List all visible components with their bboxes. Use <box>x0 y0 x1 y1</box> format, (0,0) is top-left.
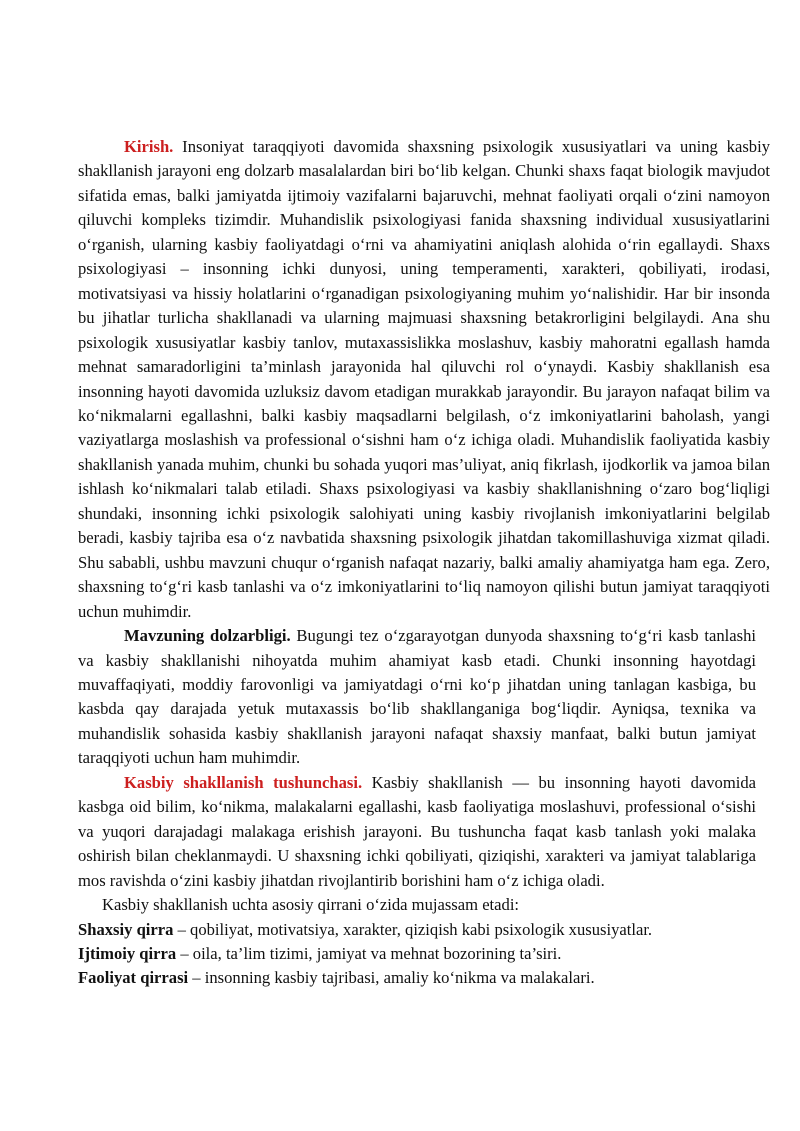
facet-item-personal <box>78 918 770 942</box>
facet-description: – insonning kasbiy tajribasi, amaliy ko‘nikma va malakalari. <box>188 968 595 988</box>
intro-text: Insoniyat taraqqiyoti davomida shaxsning psixologik xususiyatlari va uning kasbiy shakllanish jarayoni eng dolzarb masalalardan biri bo‘lib kelgan. Chunki shaxs faqat biologik mavjudot sifatida emas, balki jamiyatda ijtimoiy vazifalarni bajaruvchi, mehnat faoliyati orqali o‘zini namoyon qiluvchi kompleks tizimdir. Muhandislik psixologiyasi fanida shaxsning individual xususiyatlarini o‘rganish, ularning kasbiy faoliyatdagi o‘rni va ahamiyatini aniqlash alohida o‘rin egallaydi. Shaxs psixologiyasi – insonning ichki dunyosi, uning temperamenti, xarakteri, qobiliyati, irodasi, motivatsiyasi va hissiy holatlarini o‘rganadigan psixologiyaning muhim yo‘nalishidir. Har bir insonda bu jihatlar turlicha shakllanadi va ularning majmuasi shaxsning betakrorligini belgilaydi. Ana shu psixologik xususiyatlar kasbiy tanlov, mutaxassislikka moslashuv, kasbiy mahoratni egallash hamda mehnat samaradorligini ta’minlash jarayonida hal qiluvchi rol o‘ynaydi. Kasbiy shakllanish esa insonning hayoti davomida uzluksiz davom etadigan murakkab jarayondir. Bu jarayon nafaqat bilim va ko‘nikmalarni egallashni, balki kasbiy maqsadlarni belgilash, o‘z imkoniyatlarini baholash, yangi vaziyatlarga moslashish va professional o‘sishni ham o‘z ichiga oladi. Muhandislik faoliyatida kasbiy shakllanish yanada muhim, chunki bu sohada yuqori mas’uliyat, aniq fikrlash, ijodkorlik va jamoa bilan ishlash ko‘nikmalari talab etiladi. Shaxs psixologiyasi va kasbiy shakllanishning o‘zaro bog‘liqligi shundaki, insonning ichki psixologik salohiyati uning kasbiy rivojlanish imkoniyatlarini belgilab beradi, kasbiy tajriba esa o‘z navbatida shaxsning psixologik jihatdan takomillashuviga xizmat qiladi. Shu sababli, ushbu mavzuni chuqur o‘rganish nafaqat nazariy, balki amaliy ahamiyatga ham ega. Zero, shaxsning to‘g‘ri kasb tanlashi va o‘z imkoniyatlarini to‘liq namoyon qilishi butun jamiyat taraqqiyoti uchun muhimdir. <box>78 137 770 621</box>
facets-intro: Kasbiy shakllanish uchta asosiy qirrani o‘zida mujassam etadi: <box>102 895 520 915</box>
facet-item-activity <box>78 966 770 990</box>
relevance-paragraph <box>78 624 756 771</box>
relevance-text: Bugungi tez o‘zgarayotgan dunyoda shaxsning to‘g‘ri kasb tanlashi va kasbiy shakllanishi nihoyatda muhim ahamiyat kasb etadi. Chunki insonning hayotdagi muvaffaqiyati, moddiy farovonligi va jamiyatdagi o‘rni ko‘p jihatdan uning tanlagan kasbiga, bu kasbda qay darajada yetuk mutaxassis bo‘lib shakllanganiga bog‘liqdir. Ayniqsa, texnika va muhandislik sohasida kasbiy shakllanish jarayoni nafaqat shaxsiy manfaat, balki butun jamiyat taraqqiyoti uchun ham muhimdir. <box>78 626 757 768</box>
concept-paragraph <box>78 771 756 893</box>
intro-paragraph <box>78 135 770 624</box>
relevance-heading: Mavzuning dolzarbligi. <box>124 626 291 646</box>
facet-description: – qobiliyat, motivatsiya, xarakter, qiziqish kabi psixologik xususiyatlar. <box>173 919 653 939</box>
facet-term: Shaxsiy qirra <box>78 919 174 939</box>
facet-term: Ijtimoiy qirra <box>78 943 177 963</box>
concept-text: Kasbiy shakllanish — bu insonning hayoti davomida kasbga oid bilim, ko‘nikma, malakalarni egallashi, kasb faoliyatiga moslashuvi, professional o‘sishi va yuqori darajadagi malakaga erishish jarayoni. Bu tushuncha faqat kasb tanlash yoki malaka oshirish bilan cheklanmaydi. U shaxsning ichki qobiliyati, qiziqishi, xarakteri va jamiyat talablariga mos ravishda o‘zini kasbiy jihatdan rivojlantirib borishini ham o‘z ichiga oladi. <box>78 772 757 890</box>
concept-heading: Kasbiy shakllanish tushunchasi. <box>124 772 363 792</box>
facet-description: – oila, ta’lim tizimi, jamiyat va mehnat bozorining ta’siri. <box>176 943 562 963</box>
intro-heading: Kirish. <box>124 137 174 156</box>
document-page <box>78 135 770 991</box>
facet-item-social <box>78 942 770 966</box>
facet-term: Faoliyat qirrasi <box>78 968 189 988</box>
